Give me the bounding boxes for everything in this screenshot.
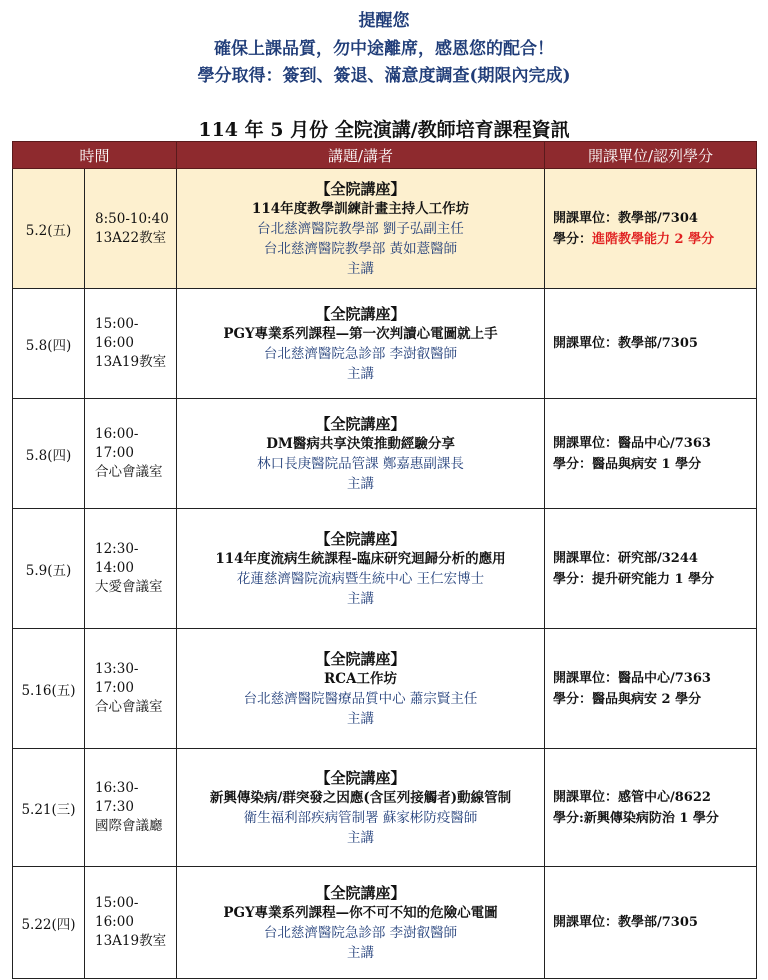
course-unit: 開課單位：教學部/7304 xyxy=(553,210,698,226)
location: 13A22教室 xyxy=(95,229,167,246)
date-cell: 5.2(五) xyxy=(13,169,85,289)
unit-cell xyxy=(545,289,757,399)
table-header-row xyxy=(13,142,757,169)
speaker-role: 主講 xyxy=(347,365,375,382)
date-cell: 5.16(五) xyxy=(13,629,85,749)
speaker-role: 主講 xyxy=(347,710,375,727)
speaker: 台北慈濟醫院醫療品質中心 蕭宗賢主任 xyxy=(243,690,478,707)
speaker: 台北慈濟醫院教學部 黃如薏醫師 xyxy=(263,240,458,257)
speaker-role: 主講 xyxy=(347,944,375,961)
notice-line-credit: 學分取得：簽到、簽退、滿意度調查(期限內完成) xyxy=(197,66,571,86)
speaker-role: 主講 xyxy=(347,829,375,846)
location: 13A19教室 xyxy=(95,354,167,370)
table-row xyxy=(13,509,757,629)
lecture-tag: 【全院講座】 xyxy=(315,304,406,323)
table-row xyxy=(13,169,757,289)
time-cell xyxy=(85,289,177,399)
page-title: 114 年 5 月份 全院演講/教師培育課程資訊 xyxy=(198,119,570,141)
lecture-tag: 【全院講座】 xyxy=(315,768,406,787)
table-row xyxy=(13,749,757,867)
lecture-title: DM醫病共享決策推動經驗分享 xyxy=(266,435,455,452)
topic-cell xyxy=(177,399,545,509)
lecture-tag: 【全院講座】 xyxy=(315,529,406,548)
course-unit: 開課單位：研究部/3244 xyxy=(553,550,698,566)
lecture-tag: 【全院講座】 xyxy=(315,179,406,198)
time-cell xyxy=(85,169,177,289)
table-row xyxy=(13,629,757,749)
unit-cell xyxy=(545,169,757,289)
unit-cell xyxy=(545,629,757,749)
header-topic: 講題/講者 xyxy=(177,142,545,169)
time-cell xyxy=(85,399,177,509)
table-row xyxy=(13,867,757,979)
speaker: 台北慈濟醫院教學部 劉子弘副主任 xyxy=(257,220,464,237)
time-range: 8:50-10:40 xyxy=(95,210,169,227)
lecture-title: 114年度教學訓練計畫主持人工作坊 xyxy=(251,200,470,217)
speaker: 林口長庚醫院品管課 鄭嘉惠副課長 xyxy=(257,455,464,472)
lecture-title: PGY專業系列課程—你不可不知的危險心電圖 xyxy=(223,904,498,921)
credit: 學分：提升研究能力 1 學分 xyxy=(553,571,715,587)
date-cell: 5.22(四) xyxy=(13,867,85,979)
credit xyxy=(553,229,756,250)
speaker: 台北慈濟醫院急診部 李澍叡醫師 xyxy=(263,345,458,362)
location: 大愛會議室 xyxy=(95,579,163,595)
time-cell xyxy=(85,749,177,867)
header-time: 時間 xyxy=(13,142,177,169)
table-row xyxy=(13,399,757,509)
location: 合心會議室 xyxy=(95,699,163,715)
location: 合心會議室 xyxy=(95,464,163,480)
unit-cell xyxy=(545,749,757,867)
notice-line-quality: 確保上課品質，勿中途離席，感恩您的配合！ xyxy=(214,39,554,59)
topic-cell xyxy=(177,509,545,629)
credit: 學分：醫品與病安 2 學分 xyxy=(553,691,702,707)
unit-cell xyxy=(545,509,757,629)
course-table xyxy=(12,141,757,979)
lecture-title: 新興傳染病/群突發之因應(含匡列接觸者)動線管制 xyxy=(209,789,512,806)
topic-cell xyxy=(177,169,545,289)
topic-cell xyxy=(177,749,545,867)
location: 13A19教室 xyxy=(95,933,167,949)
lecture-tag: 【全院講座】 xyxy=(315,649,406,668)
time-cell xyxy=(85,509,177,629)
course-unit: 開課單位：醫品中心/7363 xyxy=(553,670,711,686)
speaker: 花蓮慈濟醫院流病暨生統中心 王仁宏博士 xyxy=(236,570,485,587)
time-range: 16:00-17:00 xyxy=(95,426,139,461)
lecture-title: PGY專業系列課程—第一次判讀心電圖就上手 xyxy=(223,325,498,342)
time-range: 13:30-17:00 xyxy=(95,661,139,696)
date-cell: 5.9(五) xyxy=(13,509,85,629)
time-range: 16:30-17:30 xyxy=(95,780,139,815)
time-range: 15:00-16:00 xyxy=(95,895,139,930)
course-unit: 開課單位：教學部/7305 xyxy=(553,915,698,930)
table-row xyxy=(13,289,757,399)
lecture-title: 114年度流病生統課程-臨床研究迴歸分析的應用 xyxy=(215,550,506,567)
header-unit: 開課單位/認列學分 xyxy=(545,142,757,169)
credit-highlight: 進階教學能力 2 學分 xyxy=(592,231,715,247)
unit-cell xyxy=(545,867,757,979)
topic-cell xyxy=(177,867,545,979)
speaker-role: 主講 xyxy=(347,475,375,492)
speaker-role: 主講 xyxy=(347,260,375,277)
credit: 學分:新興傳染病防治 1 學分 xyxy=(553,810,719,826)
course-unit: 開課單位：感管中心/8622 xyxy=(553,789,711,805)
topic-cell xyxy=(177,289,545,399)
speaker-role: 主講 xyxy=(347,590,375,607)
lecture-tag: 【全院講座】 xyxy=(315,414,406,433)
speaker: 台北慈濟醫院急診部 李澍叡醫師 xyxy=(263,924,458,941)
time-range: 12:30-14:00 xyxy=(95,541,139,576)
date-cell: 5.8(四) xyxy=(13,399,85,509)
speaker: 衛生福利部疾病管制署 蘇家彬防疫醫師 xyxy=(243,809,478,826)
lecture-tag: 【全院講座】 xyxy=(315,883,406,902)
date-cell: 5.8(四) xyxy=(13,289,85,399)
unit-cell xyxy=(545,399,757,509)
time-cell xyxy=(85,629,177,749)
course-unit: 開課單位：醫品中心/7363 xyxy=(553,435,711,451)
date-cell: 5.21(三) xyxy=(13,749,85,867)
course-unit: 開課單位：教學部/7305 xyxy=(553,336,698,351)
notice-heading: 提醒您 xyxy=(358,11,410,31)
topic-cell xyxy=(177,629,545,749)
location: 國際會議廳 xyxy=(95,818,163,834)
time-range: 15:00-16:00 xyxy=(95,316,139,351)
credit-prefix: 學分： xyxy=(553,231,593,247)
lecture-title: RCA工作坊 xyxy=(324,670,397,687)
time-cell xyxy=(85,867,177,979)
credit: 學分：醫品與病安 1 學分 xyxy=(553,456,702,472)
